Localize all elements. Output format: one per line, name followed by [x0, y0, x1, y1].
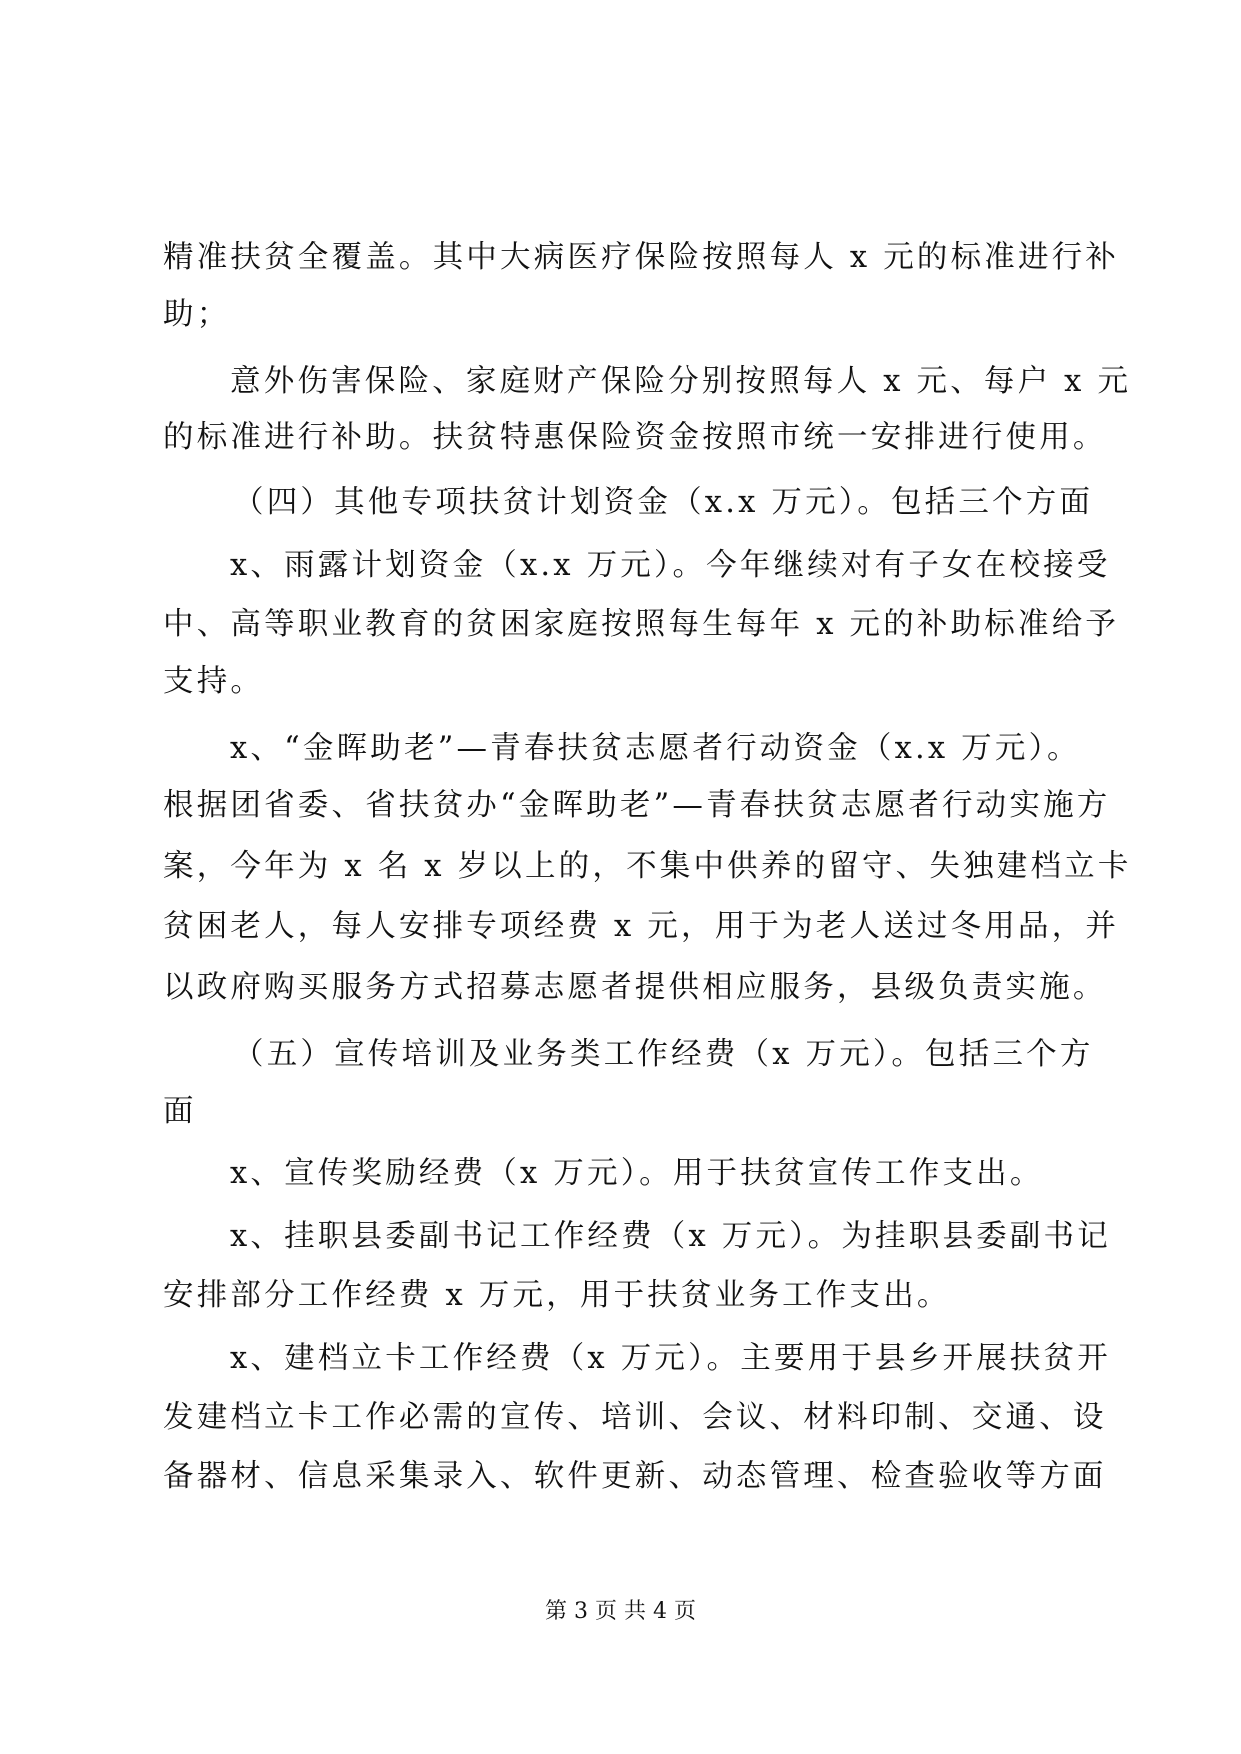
text-line: 面: [163, 1094, 197, 1129]
text-line: x、“金晖助老”—青春扶贫志愿者行动资金（x.x 万元）。: [230, 731, 1081, 766]
text-line: 备器材、信息采集录入、软件更新、动态管理、检查验收等方面: [163, 1459, 1107, 1494]
text-line: 案，今年为 x 名 x 岁以上的，不集中供养的留守、失独建档立卡: [163, 849, 1132, 884]
text-line: （五）宣传培训及业务类工作经费（x 万元）。包括三个方: [233, 1037, 1094, 1072]
text-line: 意外伤害保险、家庭财产保险分别按照每人 x 元、每户 x 元: [230, 364, 1132, 399]
text-line: x、宣传奖励经费（x 万元）。用于扶贫宣传工作支出。: [230, 1156, 1044, 1191]
text-line: 精准扶贫全覆盖。其中大病医疗保险按照每人 x 元的标准进行补: [163, 240, 1120, 275]
text-line: 以政府购买服务方式招募志愿者提供相应服务，县级负责实施。: [163, 970, 1107, 1005]
text-line: 中、高等职业教育的贫困家庭按照每生每年 x 元的补助标准给予: [163, 607, 1120, 642]
text-line: （四）其他专项扶贫计划资金（x.x 万元）。包括三个方面: [233, 485, 1094, 520]
page-footer: 第 3 页 共 4 页: [545, 1599, 696, 1624]
text-line: 安排部分工作经费 x 万元，用于扶贫业务工作支出。: [163, 1278, 951, 1313]
text-line: 根据团省委、省扶贫办“金晖助老”—青春扶贫志愿者行动实施方: [163, 788, 1111, 823]
text-line: 贫困老人，每人安排专项经费 x 元，用于为老人送过冬用品，并: [163, 909, 1120, 944]
text-line: x、建档立卡工作经费（x 万元）。主要用于县乡开展扶贫开: [230, 1341, 1111, 1376]
text-line: 支持。: [163, 664, 265, 699]
text-line: x、雨露计划资金（x.x 万元）。今年继续对有子女在校接受: [230, 548, 1111, 583]
text-line: 的标准进行补助。扶贫特惠保险资金按照市统一安排进行使用。: [163, 420, 1107, 455]
text-line: 助；: [163, 297, 231, 332]
text-line: 发建档立卡工作必需的宣传、培训、会议、材料印制、交通、设: [163, 1400, 1107, 1435]
text-line: x、挂职县委副书记工作经费（x 万元）。为挂职县委副书记: [230, 1219, 1111, 1254]
